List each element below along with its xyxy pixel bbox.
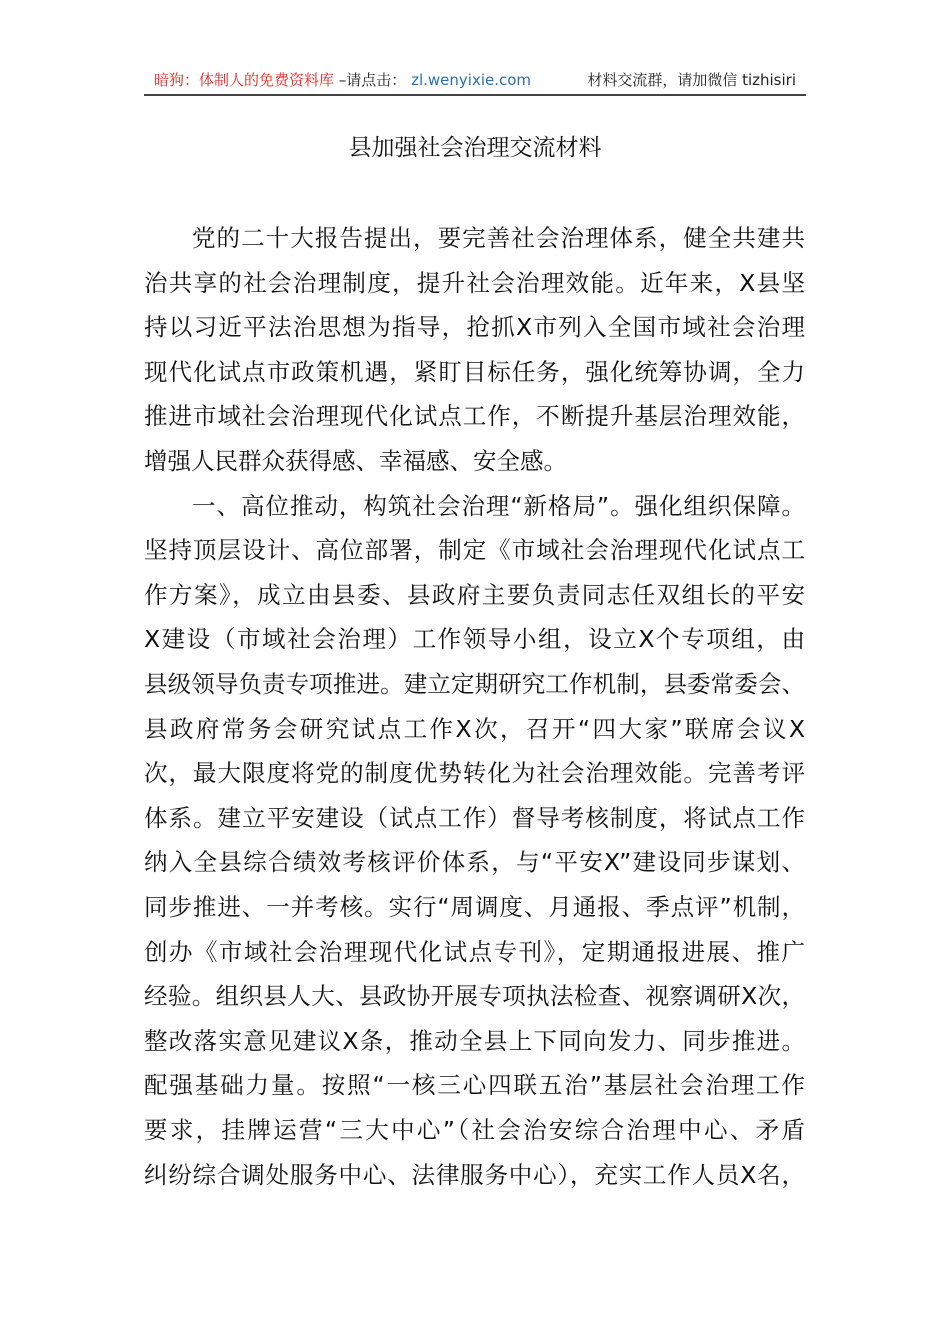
header-contact: 材料交流群，请加微信 tizhisiri [587,71,796,89]
paragraph-line: 党的二十大报告提出，要完善社会治理体系，健全共建共 [192,224,805,252]
paragraph-line: 纠纷综合调处服务中心、法律服务中心），充实工作人员X名， [144,1160,805,1189]
paragraph-line: 增强人民群众获得感、幸福感、安全感。 [144,447,567,475]
header-link[interactable]: zl.wenyixie.com [411,71,532,89]
paragraph-line: 治共享的社会治理制度，提升社会治理效能。近年来，X县坚 [144,268,805,297]
header-prompt: –请点击： [338,71,407,89]
paragraph-line: 坚持顶层设计、高位部署，制定《市域社会治理现代化试点工 [144,536,805,565]
paragraph-line: 一、高位推动，构筑社会治理“新格局”。强化组织保障。 [192,491,805,520]
paragraph-line: 经验。组织县人大、县政协开展专项执法检查、视察调研X次， [144,982,805,1011]
paragraph-line: 现代化试点市政策机遇，紧盯目标任务，强化统筹协调，全力 [144,357,805,386]
paragraph-line: 体系。建立平安建设（试点工作）督导考核制度，将试点工作 [144,803,805,832]
paragraph-line: 纳入全县综合绩效考核评价体系，与“平安X”建设同步谋划、 [144,848,805,877]
paragraph-line: 县政府常务会研究试点工作X次，召开“四大家”联席会议X [144,714,805,743]
paragraph-line: 推进市域社会治理现代化试点工作，不断提升基层治理效能， [144,402,805,431]
paragraph-line: 整改落实意见建议X条，推动全县上下同向发力、同步推进。 [144,1026,805,1055]
paragraph-line: 县级领导负责专项推进。建立定期研究工作机制，县委常委会、 [144,670,805,698]
paragraph-line: 创办《市域社会治理现代化试点专刊》，定期通报进展、推广 [144,937,805,966]
paragraph-line: 要求，挂牌运营“三大中心”（社会治安综合治理中心、矛盾 [144,1116,805,1144]
paragraph-line: 次，最大限度将党的制度优势转化为社会治理效能。完善考评 [144,759,805,788]
paragraph-line: X建设（市域社会治理）工作领导小组，设立X个专项组，由 [144,625,805,654]
page-header [144,68,806,96]
document-title: 县加强社会治理交流材料 [348,135,602,161]
paragraph-line: 持以习近平法治思想为指导，抢抓X市列入全国市域社会治理 [144,313,805,342]
paragraph-line: 作方案》，成立由县委、县政府主要负责同志任双组长的平安 [144,580,805,609]
paragraph-line: 配强基础力量。按照“一核三心四联五治”基层社会治理工作 [144,1071,805,1100]
paragraph-line: 同步推进、一并考核。实行“周调度、月通报、季点评”机制， [144,893,805,921]
header-brand: 暗狗：体制人的免费资料库 [154,71,335,89]
